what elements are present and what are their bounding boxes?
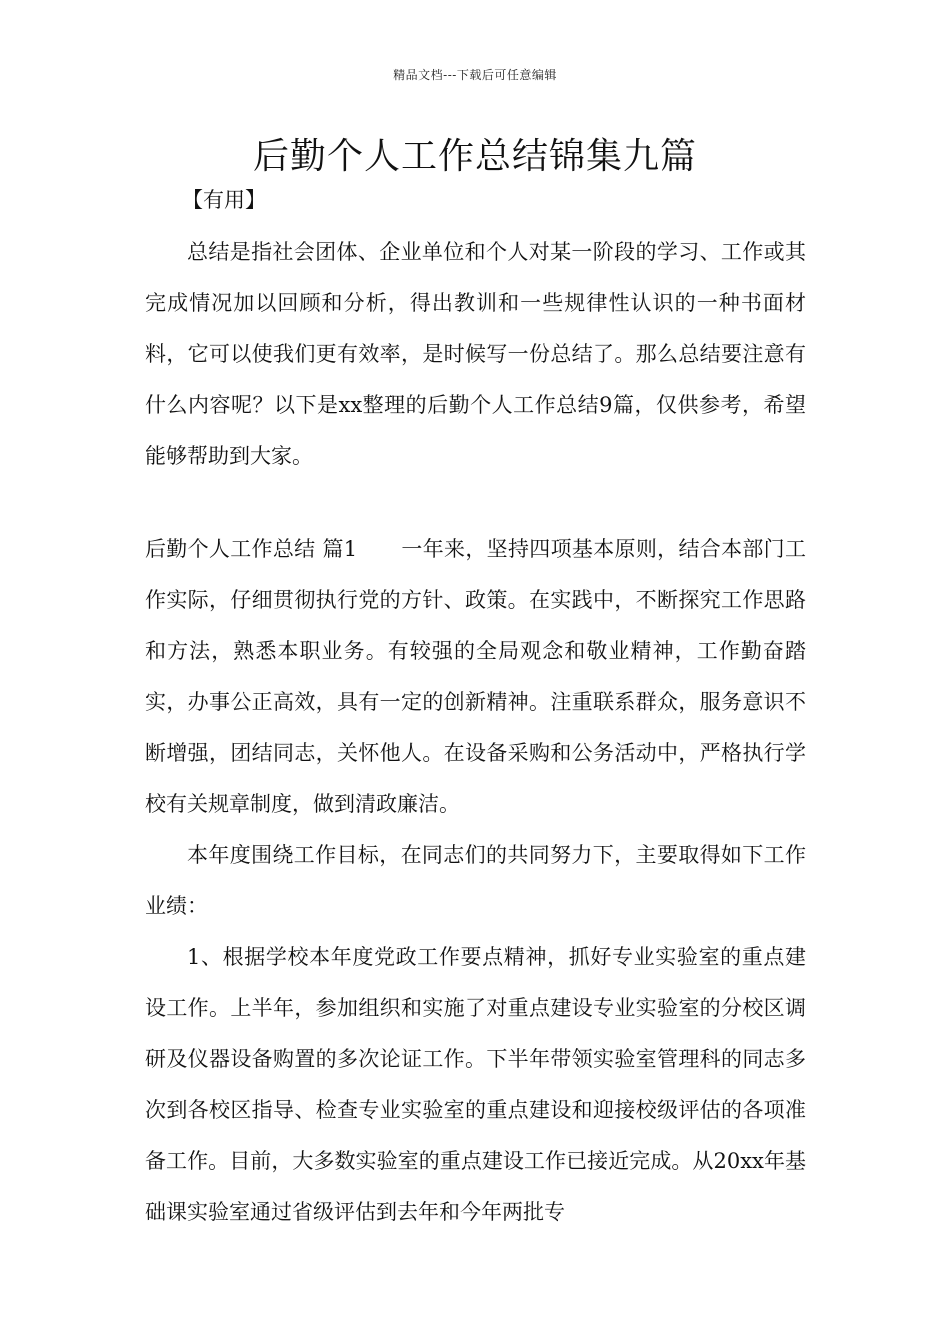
document-tag: 【有用】 [182,188,266,212]
section-1 [145,524,806,1238]
section-1-heading: 后勤个人工作总结 篇1 [145,537,358,561]
document-title: 后勤个人工作总结锦集九篇 [252,136,697,177]
section-1-first-paragraph [145,524,806,830]
intro-block [145,227,806,482]
section-1-paragraph-1: 一年来，坚持四项基本原则，结合本部门工作实际，仔细贯彻执行党的方针、政策。在实践中，不断探究工作思路和方法，熟悉本职业务。有较强的全局观念和敬业精神，工作勤奋踏实，办事公正高效，具有一定的创新精神。注重联系群众，服务意识不断增强，团结同志，关怀他人。在设备采购和公务活动中，严格执行学校有关规章制度，做到清政廉洁。 [145,537,806,816]
intro-paragraph: 总结是指社会团体、企业单位和个人对某一阶段的学习、工作或其完成情况加以回顾和分析，得出教训和一些规律性认识的一种书面材料，它可以使我们更有效率，是时候写一份总结了。那么总结要注意有什么内容呢？以下是xx整理的后勤个人工作总结9篇，仅供参考，希望能够帮助到大家。 [145,240,806,468]
page-header-note: 精品文档---下载后可任意编辑 [393,68,557,82]
section-1-paragraph-2: 本年度围绕工作目标，在同志们的共同努力下，主要取得如下工作业绩： [145,843,806,918]
section-1-paragraph-3: 1、根据学校本年度党政工作要点精神，抓好专业实验室的重点建设工作。上半年，参加组织和实施了对重点建设专业实验室的分校区调研及仪器设备购置的多次论证工作。下半年带领实验室管理科的同志多次到各校区指导、检查专业实验室的重点建设和迎接校级评估的各项准备工作。目前，大多数实验室的重点建设工作已接近完成。从20xx年基础课实验室通过省级评估到去年和今年两批专 [145,945,806,1224]
